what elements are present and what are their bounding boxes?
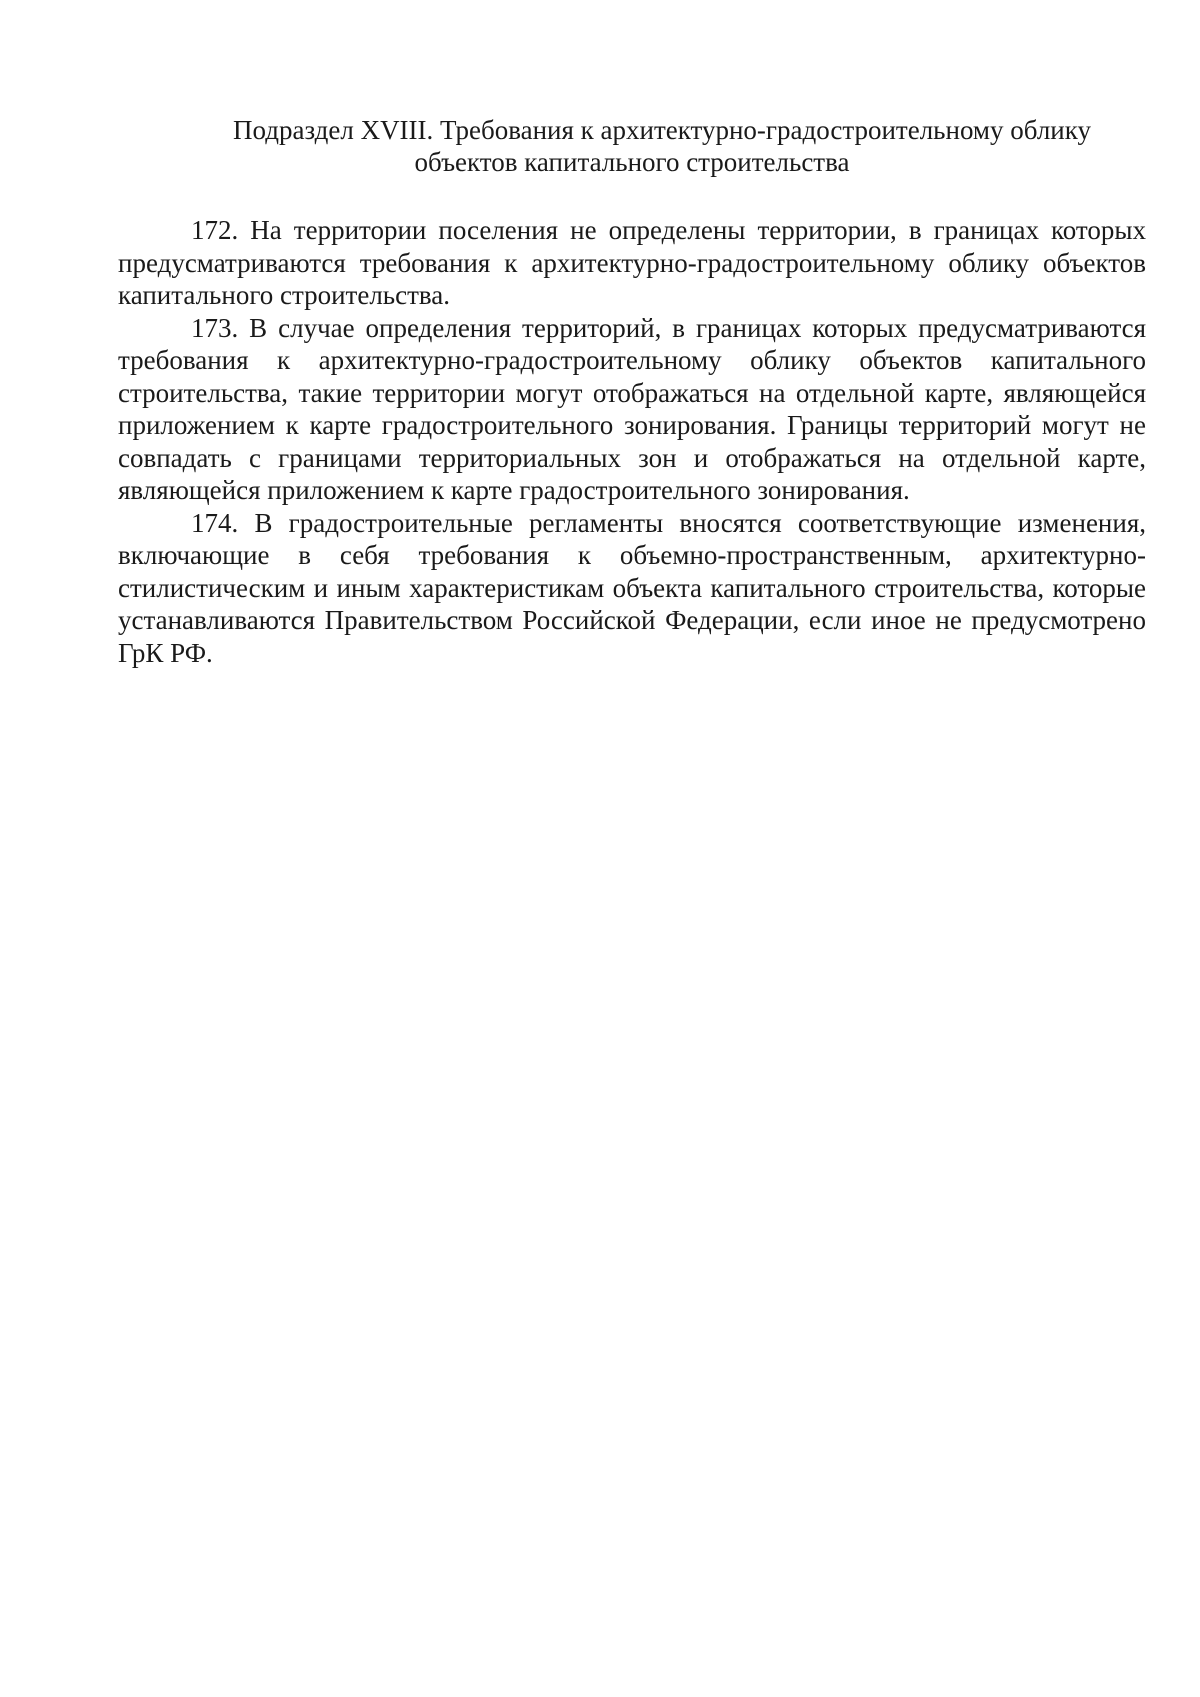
document-body (118, 214, 1146, 669)
paragraph-172: 172. На территории поселения не определены территории, в границах которых предусматриваются требования к архитектурно-градостроительному облику объектов капитального строительства. (118, 215, 1146, 310)
section-heading-line-1: Подраздел XVIII. Требования к архитектурно-градостроительному облику (233, 115, 1091, 145)
paragraph-173: 173. В случае определения территорий, в границах которых предусматриваются требования к архитектурно-градостроительному облику объектов капитального строительства, такие территории могут отображаться на отдельной карте, являющейся приложением к карте градостроительного зонирования. Границы территорий могут не совпадать с границами территориальных зон и отображаться на отдельной карте, являющейся приложением к карте градостроительного зонирования. (118, 312, 1146, 505)
paragraph-174: 174. В градостроительные регламенты вносятся соответствующие изменения, включающие в себя требования к объемно-пространственным, архитектурно-стилистическим и иным характеристикам объекта капитального строительства, которые устанавливаются Правительством Российской Федерации, если иное не предусмотрено ГрК РФ. (118, 507, 1146, 668)
section-heading-line-2: объектов капитального строительства (414, 147, 850, 177)
section-heading (118, 114, 1146, 178)
